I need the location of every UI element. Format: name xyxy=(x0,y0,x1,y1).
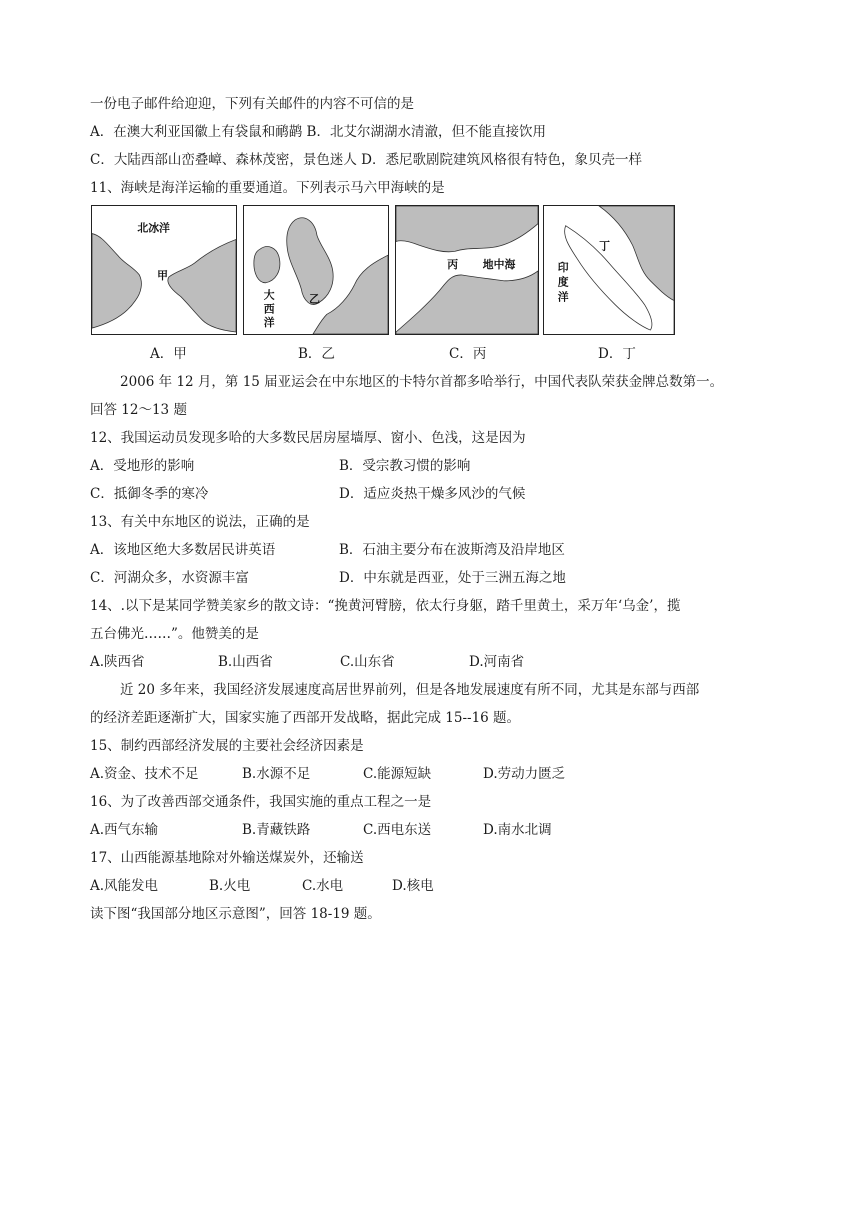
q15-option-d: D.劳动力匮乏 xyxy=(483,766,566,782)
map-d-label-yang: 洋 xyxy=(557,290,569,304)
q11-option-a: A．甲 xyxy=(150,346,187,362)
q15-option-b: B.水源不足 xyxy=(242,766,311,782)
passage-15-16-line2: 的经济差距逐渐扩大，国家实施了西部开发战略，据此完成 15--16 题。 xyxy=(90,710,521,726)
q17-option-b: B.火电 xyxy=(209,878,251,894)
map-a-label-jia: 甲 xyxy=(157,268,168,282)
q13-option-b: B．石油主要分布在波斯湾及沿岸地区 xyxy=(339,542,565,558)
map-d-label-ding: 丁 xyxy=(599,239,610,253)
q11-option-c: C．丙 xyxy=(449,346,487,362)
q16-option-d: D.南水北调 xyxy=(483,822,552,838)
q16-option-a: A.西气东输 xyxy=(90,822,159,838)
q11-option-d: D．丁 xyxy=(598,346,636,362)
map-a xyxy=(91,205,237,335)
q12-option-a: A．受地形的影响 xyxy=(90,458,195,474)
q14-line1: 14、.以下是某同学赞美家乡的散文诗：“挽黄河臂膀，依太行身躯，踏千里黄土，采万年‘乌金’，揽 xyxy=(90,598,681,614)
passage-12-13-line1: 2006 年 12 月，第 15 届亚运会在中东地区的卡特尔首都多哈举行，中国代表队荣获金牌总数第一。 xyxy=(120,374,724,390)
q12-stem: 12、我国运动员发现多哈的大多数民居房屋墙厚、窗小、色浅，这是因为 xyxy=(90,430,526,446)
map-d-label-yin: 印 xyxy=(557,260,569,274)
q14-option-d: D.河南省 xyxy=(469,654,525,670)
map-c-label-bing: 丙 xyxy=(447,258,459,272)
q17-stem: 17、山西能源基地除对外输送煤炭外，还输送 xyxy=(90,850,364,866)
q11-map-panel xyxy=(91,205,676,337)
map-d xyxy=(543,205,675,335)
q11-stem: 11、海峡是海洋运输的重要通道。下列表示马六甲海峡的是 xyxy=(90,180,445,196)
q14-option-b: B.山西省 xyxy=(218,654,273,670)
q14-line2: 五台佛光……”。他赞美的是 xyxy=(90,626,259,642)
map-d-label-du: 度 xyxy=(557,275,569,289)
q17-option-a: A.风能发电 xyxy=(90,878,159,894)
map-c-label-med: 地中海 xyxy=(482,258,516,272)
q14-option-c: C.山东省 xyxy=(340,654,395,670)
q17-option-c: C.水电 xyxy=(302,878,344,894)
q10-options-ab: A．在澳大利亚国徽上有袋鼠和鸸鹋 B．北艾尔湖湖水清澈，但不能直接饮用 xyxy=(90,124,546,140)
q17-option-d: D.核电 xyxy=(392,878,434,894)
q12-option-c: C．抵御冬季的寒冷 xyxy=(90,486,209,502)
map-b-label-yang: 洋 xyxy=(263,316,275,330)
map-b-label-da: 大 xyxy=(263,288,275,302)
map-a-label-ocean: 北冰洋 xyxy=(137,221,170,235)
q10-intro: 一份电子邮件给迎迎，下列有关邮件的内容不可信的是 xyxy=(90,96,414,112)
map-b xyxy=(243,205,389,335)
map-b-label-yi: 乙 xyxy=(309,292,320,306)
q15-option-a: A.资金、技术不足 xyxy=(90,766,199,782)
q13-option-a: A．该地区绝大多数居民讲英语 xyxy=(90,542,276,558)
q11-option-b: B．乙 xyxy=(298,346,335,362)
q14-option-a: A.陕西省 xyxy=(90,654,145,670)
q12-option-b: B．受宗教习惯的影响 xyxy=(339,458,471,474)
q16-stem: 16、为了改善西部交通条件，我国实施的重点工程之一是 xyxy=(90,794,432,810)
q13-stem: 13、有关中东地区的说法，正确的是 xyxy=(90,514,310,530)
map-b-label-xi: 西 xyxy=(263,302,275,316)
q16-option-c: C.西电东送 xyxy=(363,822,432,838)
q15-stem: 15、制约西部经济发展的主要社会经济因素是 xyxy=(90,738,364,754)
passage-15-16-line1: 近 20 多年来，我国经济发展速度高居世界前列，但是各地发展速度有所不同，尤其是东部与西部 xyxy=(120,682,700,698)
passage-12-13-line2: 回答 12～13 题 xyxy=(90,402,187,418)
q13-option-c: C．河湖众多，水资源丰富 xyxy=(90,570,249,586)
q13-option-d: D．中东就是西亚，处于三洲五海之地 xyxy=(339,570,566,586)
q10-options-cd: C．大陆西部山峦叠嶂、森林茂密，景色迷人 D．悉尼歌剧院建筑风格很有特色，象贝壳一样 xyxy=(90,152,642,168)
map-c xyxy=(395,205,539,335)
q16-option-b: B.青藏铁路 xyxy=(242,822,311,838)
q15-option-c: C.能源短缺 xyxy=(363,766,432,782)
intro-18-19: 读下图“我国部分地区示意图”，回答 18-19 题。 xyxy=(90,906,381,922)
q12-option-d: D．适应炎热干燥多风沙的气候 xyxy=(339,486,526,502)
